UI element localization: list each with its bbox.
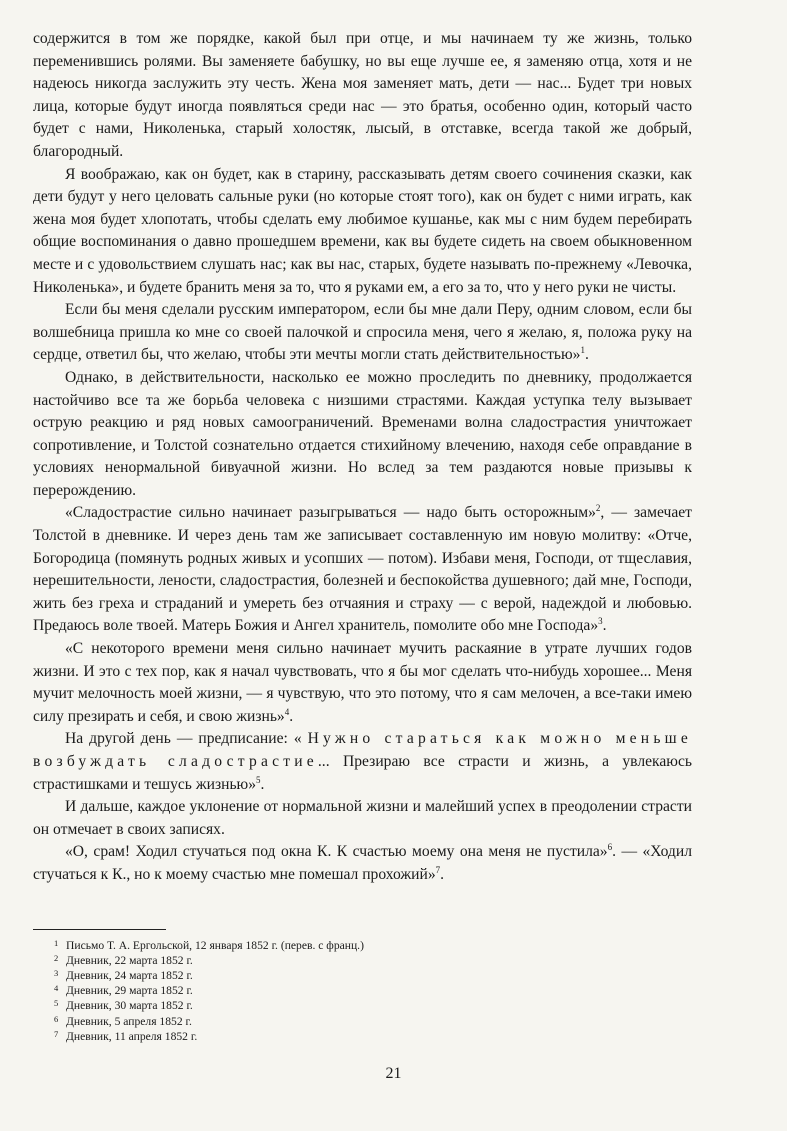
footnote-text: Письмо Т. А. Ергольской, 12 января 1852 г. (перев. с франц.) [66, 938, 364, 952]
footnote-ref: 4 [284, 706, 290, 717]
paragraph [33, 502, 692, 638]
text-run: Однако, в действительности, насколько ее можно проследить по дневнику, продолжается настойчиво все та же борьба человека с низшими страстями. Каждая уступка телу вызывает острую реакцию и ряд новых самоограничений. Временами волна сладострастия уничтожает сопротивление, и Толстой сознательно отдается стихийному влечению, находя себе оправдание в условиях ненормальной бивуачной жизни. Но вслед за тем раздаются новые призывы к перерождению. [33, 368, 692, 499]
footnote-ref: 3 [598, 616, 603, 627]
page-number: 21 [385, 1065, 402, 1082]
footnote-text: Дневник, 5 апреля 1852 г. [66, 1014, 192, 1028]
footnote-ref: 5 [256, 774, 261, 785]
footnote-number: 7 [54, 1028, 59, 1039]
footnote-ref: 2 [595, 503, 601, 514]
text-run: . [289, 707, 294, 725]
footnote-number: 1 [54, 937, 59, 948]
footnote-divider [33, 929, 166, 930]
footnote-number: 4 [54, 983, 59, 994]
text-run: «Сладострастие сильно начинает разыгрываться — надо быть осторожным» [65, 504, 596, 522]
footnote-text: Дневник, 29 марта 1852 г. [66, 984, 193, 998]
paragraph [33, 299, 692, 367]
footnote [33, 953, 692, 968]
footnote-text: Дневник, 24 марта 1852 г. [66, 968, 193, 982]
text-run: . [584, 346, 589, 364]
footnote [33, 998, 692, 1013]
footnote [33, 1029, 692, 1044]
footnote [33, 968, 692, 983]
text-run: На другой день — предписание: « [65, 730, 308, 748]
footnote-number: 3 [54, 967, 59, 978]
footnote [33, 983, 692, 998]
footnote-number: 5 [54, 998, 59, 1009]
text-run: ... Презираю все страсти и жизнь, а увлекаюсь страстишками и тешусь жизнью» [33, 753, 692, 793]
paragraph [33, 841, 692, 886]
footnote-ref: 6 [607, 842, 613, 853]
paragraph [33, 367, 692, 503]
text-run: . — «Ходил стучаться к К., но к моему счастью мне помешал прохожий» [33, 843, 692, 883]
footnote-text: Дневник, 11 апреля 1852 г. [66, 1029, 198, 1043]
footnote [33, 938, 692, 953]
footnote-text: Дневник, 30 марта 1852 г. [66, 999, 193, 1013]
footnote-number: 6 [54, 1013, 59, 1024]
text-run: . [602, 617, 607, 635]
footnote-ref: 7 [435, 864, 441, 875]
emphasized-text: Нужно стараться как можно меньше возбуждать сладострастие [33, 730, 692, 770]
paragraph [33, 28, 692, 164]
paragraph [33, 638, 692, 728]
paragraph [33, 164, 692, 300]
paragraph [33, 728, 692, 796]
footnotes-list [33, 938, 692, 1044]
text-run: . [440, 865, 445, 883]
footnote-ref: 1 [580, 345, 585, 356]
text-run: Я воображаю, как он будет, как в старину, рассказывать детям своего сочинения сказки, как дети будут у него целовать сальные руки (но которые стоят того), как он будет с ними играть, как жена моя будет хлопотать, чтобы сделать ему любимое кушанье, как мы с ним будем перебирать общие воспоминания о давно прошедшем времени, как вы будете сидеть на своем обыкновенном месте и с удовольствием слушать нас; как вы нас, старых, будете называть по-прежнему «Левочка, Николенька», и будете бранить меня за то, что я руками ем, а его за то, что у него руки не чисты. [33, 165, 692, 296]
footnote-text: Дневник, 22 марта 1852 г. [66, 953, 193, 967]
text-run: И дальше, каждое уклонение от нормальной жизни и малейший успех в преодолении страсти он отмечает в своих записях. [33, 798, 692, 838]
text-run: «С некоторого времени меня сильно начинает мучить раскаяние в утрате лучших годов жизни. И это с тех пор, как я начал чувствовать, что я бы мог сделать что-нибудь хорошее... Меня мучит мелочность моей жизни, — я чувствую, что это потому, что я сам мелочен, а все-таки имею силу презирать и себя, и свою жизнь» [33, 640, 692, 725]
body-text [33, 28, 692, 887]
text-run: Если бы меня сделали русским императором, если бы мне дали Перу, одним словом, если бы волшебница пришла ко мне со своей палочкой и спросила меня, чего я желаю, я, положа руку на сердце, ответил бы, что желаю, чтобы эти мечты могли стать действительностью» [33, 301, 692, 364]
footnote-number: 2 [54, 952, 59, 963]
text-run: «О, срам! Ходил стучаться под окна К. К счастью моему она меня не пустила» [65, 843, 608, 861]
text-run: , — замечает Толстой в дневнике. И через день там же записывает составленную им новую молитву: «Отче, Богородица (помянуть родных живых и усопших — потом). Избави меня, Господи, от тщеславия, нерешительности, лености, сладострастия, болезней и беспокойства душевного; дай мне, Господи, жить без греха и страданий и умереть без отчаяния и страху — с верой, надеждой и любовью. Предаюсь воле твоей. Матерь Божия и Ангел хранитель, помолите обо мне Господа» [33, 504, 692, 635]
footnote [33, 1014, 692, 1029]
text-run: содержится в том же порядке, какой был при отце, и мы начинаем ту же жизнь, только переменившись ролями. Вы заменяете бабушку, но вы еще лучше ее, я заменяю отца, хотя и не надеюсь никогда заслужить эту честь. Жена моя заменяет мать, дети — нас... Будет три новых лица, которые будут иногда появляться среди нас — это братья, особенно один, который часто будет с нами, Николенька, старый холостяк, лысый, в отставке, всегда такой же добрый, благородный. [33, 30, 692, 160]
text-run: . [260, 775, 265, 793]
paragraph [33, 796, 692, 841]
